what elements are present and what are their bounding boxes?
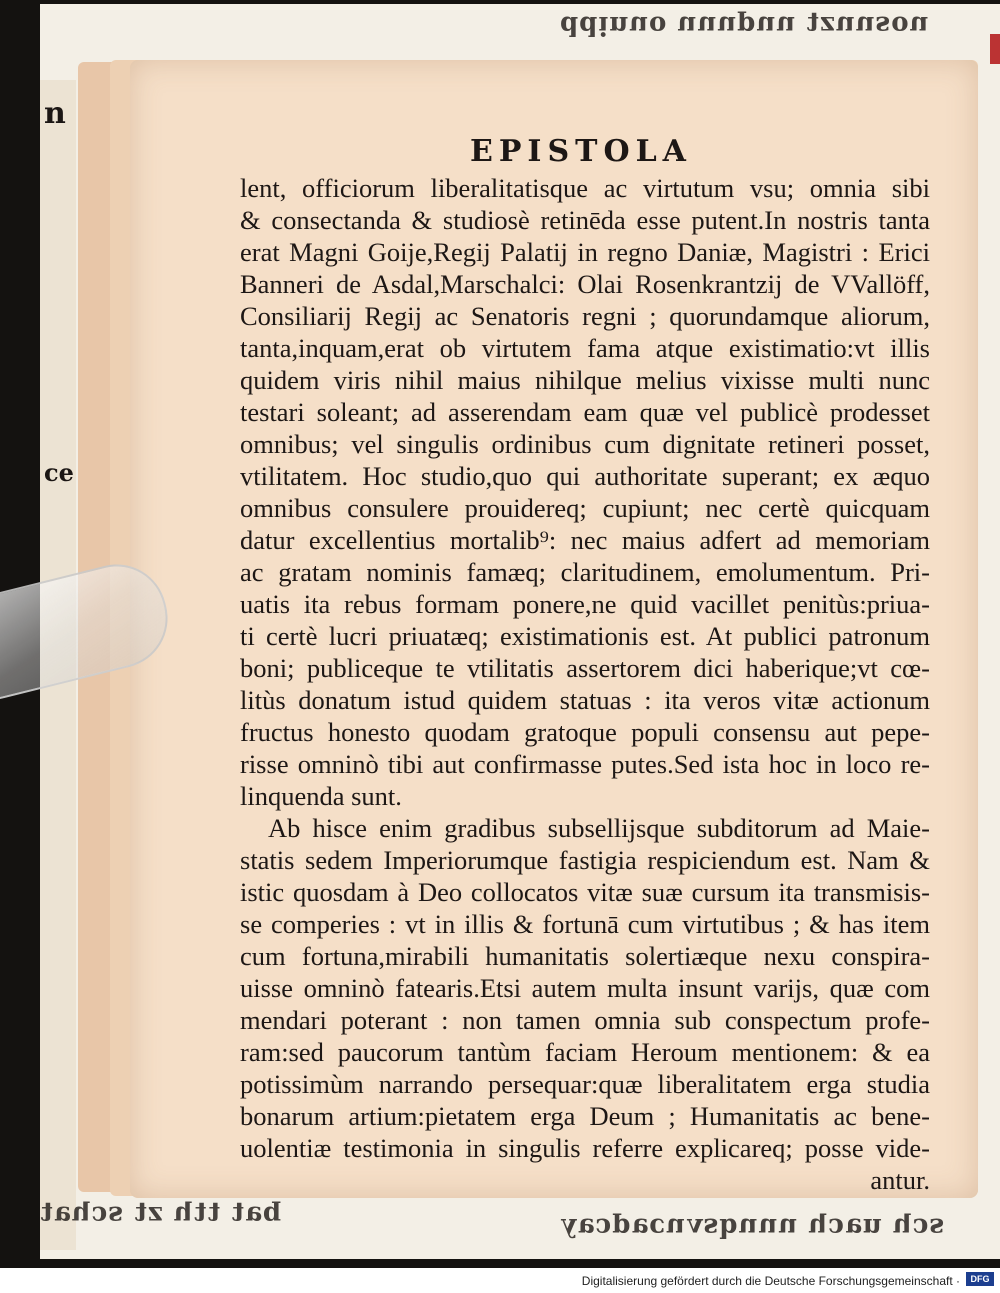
text-line: tanta,inquam,erat ob virtutem fama atque existimatio:vt illis	[240, 333, 930, 363]
text-line: mendari poterant : non tamen omnia sub conspectum profe-	[240, 1005, 930, 1035]
text-line: ac gratam nominis famæq; claritudinem, emolumentum. Pri-	[240, 557, 930, 587]
text-line: cum fortuna,mirabili humanitatis solertiæque nexu conspira-	[240, 941, 930, 971]
text-line: Banneri de Asdal,Marschalci: Olai Rosenkrantzij de VVallöff,	[240, 269, 930, 299]
body-text	[240, 172, 930, 1196]
text-line: uolentiæ testimonia in singulis referre explicareq; posse vide-	[240, 1133, 930, 1163]
text-line: vtilitatem. Hoc studio,quo qui authoritate superant; ex æquo	[240, 461, 930, 491]
text-line: omnibus consulere prouidereq; cupiunt; nec certè quicquam	[240, 493, 930, 523]
text-line: bonarum artium:pietatem erga Deum ; Humanitatis ac bene-	[240, 1101, 930, 1131]
bleed-through-text-bottom-right: ʎɐɔpɐcuʌsbuuu ɥɔɐn ɥɔs	[560, 1212, 946, 1242]
text-line: Ab hisce enim gradibus subsellijsque subditorum ad Maie-	[268, 813, 930, 843]
text-line: se comperies : vt in illis & fortunā cum virtutibus ; & has item	[240, 909, 930, 939]
text-line: potissimùm narrando persequar:quæ liberalitatem erga studia	[240, 1069, 930, 1099]
text-line: uatis ita rebus formam ponere,ne quid vacillet penitùs:priua-	[240, 589, 930, 619]
bleed-through-text-bottom: ʇɐɥɔs ʇz ɥʇʇ ʇɐq	[40, 1200, 283, 1230]
text-line: istic quosdam à Deo collocatos vitæ suæ cursum ita transmisis-	[240, 877, 930, 907]
red-tab-marker	[990, 34, 1000, 64]
text-line: ti certè lucri priuatæq; existimationis est. At publici patronum	[240, 621, 930, 651]
text-line: litùs donatum istud quidem statuas : ita veros vitæ actionum	[240, 685, 930, 715]
text-line: boni; publiceque te vtilitatis assertorem dici haberique;vt cœ-	[240, 653, 930, 683]
text-line: uisse omninò fatearis.Etsi autem multa insunt varijs, quæ com	[240, 973, 930, 1003]
text-line: lent, officiorum liberalitatisque ac virtutum vsu; omnia sibi	[240, 173, 930, 203]
page-heading: EPISTOLA	[470, 134, 692, 169]
text-line: risse omninò tibi aut confirmasse putes.Sed ista hoc in loco re-	[240, 749, 930, 779]
funding-credit: Digitalisierung gefördert durch die Deutsche Forschungsgemeinschaft ·	[581, 1274, 960, 1288]
text-line: quidem viris nihil maius nihilque melius vixisse multi nunc	[240, 365, 930, 395]
facing-page-edge-letters: ce	[44, 458, 74, 487]
text-line: ram:sed paucorum tantùm faciam Heroum mentionem: & ea	[240, 1037, 930, 1067]
text-line: statis sedem Imperiorumque fastigia respiciendum est. Nam &	[240, 845, 930, 875]
facing-page-edge-letter: n	[44, 96, 66, 131]
text-line: testari soleant; ad asserendam eam quæ vel publicè prodesset	[240, 397, 930, 427]
text-line: linquenda sunt.	[240, 781, 402, 811]
text-line: omnibus; vel singulis ordinibus cum dignitate retineri posset,	[240, 429, 930, 459]
footer-bar	[0, 1268, 1000, 1293]
bleed-through-text-top: ddinuo uuupuu ʇzuusou	[560, 10, 930, 40]
text-line: Consiliarij Regij ac Senatoris regni ; quorundamque aliorum,	[240, 301, 930, 331]
text-line: antur.	[870, 1165, 930, 1195]
text-line: erat Magni Goije,Regij Palatij in regno Daniæ, Magistri : Erici	[240, 237, 930, 267]
text-line: & consectanda & studiosè retinēda esse putent.In nostris tanta	[240, 205, 930, 235]
dfg-logo: DFG	[966, 1272, 994, 1286]
text-line: fructus honesto quodam gratoque populi consensu aut pepe-	[240, 717, 930, 747]
text-line: datur excellentius mortalib⁹: nec maius adfert ad memoriam	[240, 525, 930, 555]
